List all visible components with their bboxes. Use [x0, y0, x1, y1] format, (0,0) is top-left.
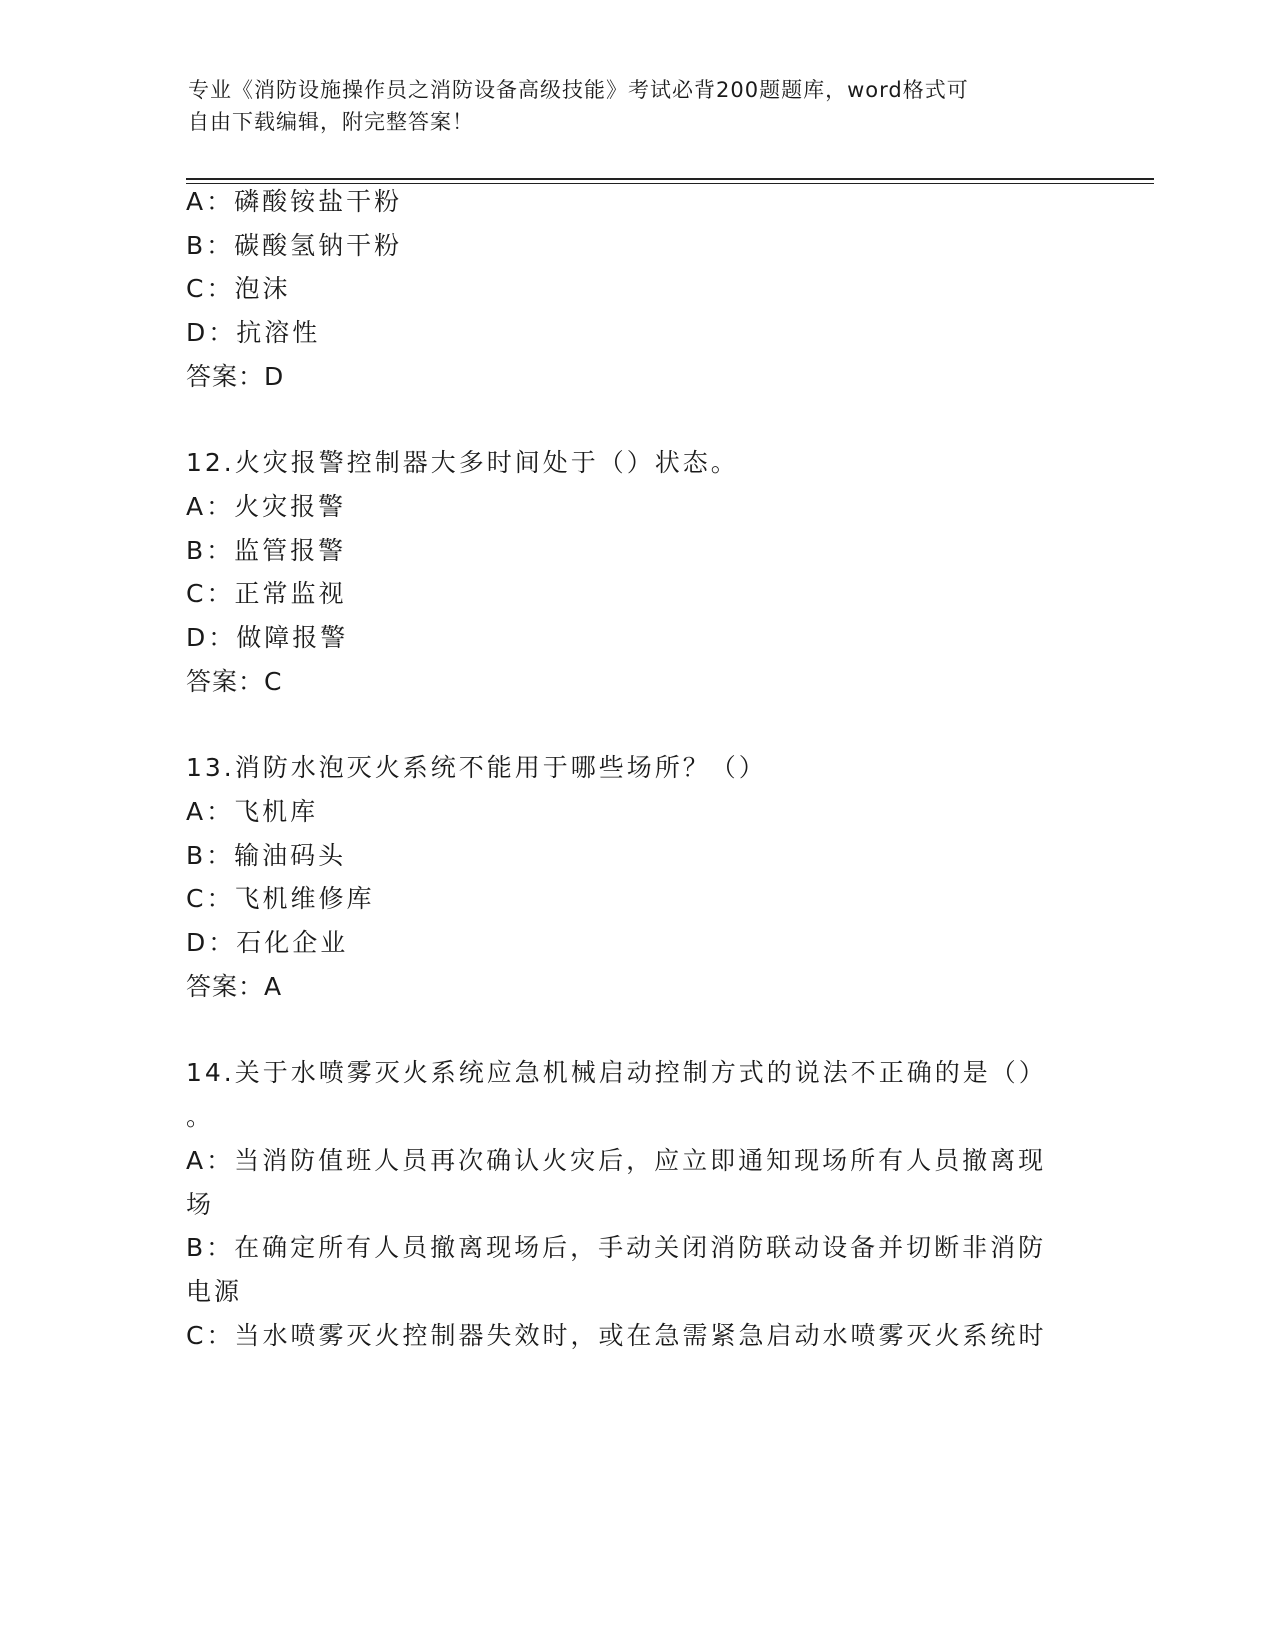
q14-question-cont: 。	[186, 1102, 215, 1131]
q11-option-c: C：泡沫	[186, 274, 291, 303]
header-line-1: 专业《消防设施操作员之消防设备高级技能》考试必背200题题库，word格式可	[188, 78, 969, 102]
header-line-2: 自由下载编辑，附完整答案！	[188, 110, 474, 134]
q12-option-b: B：监管报警	[186, 536, 347, 565]
q11-option-d: D：抗溶性	[186, 318, 321, 347]
q12-question: 12.火灾报警控制器大多时间处于（）状态。	[186, 448, 739, 477]
q14-option-b-cont: 电源	[186, 1277, 243, 1306]
q14-question: 14.关于水喷雾灭火系统应急机械启动控制方式的说法不正确的是（）	[186, 1058, 1047, 1087]
q14-option-a: A：当消防值班人员再次确认火灾后，应立即通知现场所有人员撤离现	[186, 1146, 1047, 1175]
q13-option-a: A：飞机库	[186, 797, 319, 826]
q13-option-c: C：飞机维修库	[186, 884, 375, 913]
q12-answer: 答案：C	[186, 667, 283, 696]
header-divider-thin	[186, 183, 1154, 184]
q13-question: 13.消防水泡灭火系统不能用于哪些场所？（）	[186, 753, 767, 782]
q13-option-d: D：石化企业	[186, 928, 349, 957]
header-divider-thick	[186, 178, 1154, 180]
q14-option-b: B：在确定所有人员撤离现场后，手动关闭消防联动设备并切断非消防	[186, 1233, 1047, 1262]
document-header	[188, 74, 1068, 138]
q14-option-c: C：当水喷雾灭火控制器失效时，或在急需紧急启动水喷雾灭火系统时	[186, 1321, 1047, 1350]
q12-option-a: A：火灾报警	[186, 492, 347, 521]
q11-option-a: A：磷酸铵盐干粉	[186, 187, 403, 216]
q13-answer: 答案：A	[186, 972, 283, 1001]
q12-option-c: C：正常监视	[186, 579, 347, 608]
q11-option-b: B：碳酸氢钠干粉	[186, 231, 403, 260]
q11-answer: 答案：D	[186, 362, 285, 391]
q12-option-d: D：做障报警	[186, 623, 349, 652]
q13-option-b: B：输油码头	[186, 841, 347, 870]
q14-option-a-cont: 场	[186, 1190, 215, 1219]
